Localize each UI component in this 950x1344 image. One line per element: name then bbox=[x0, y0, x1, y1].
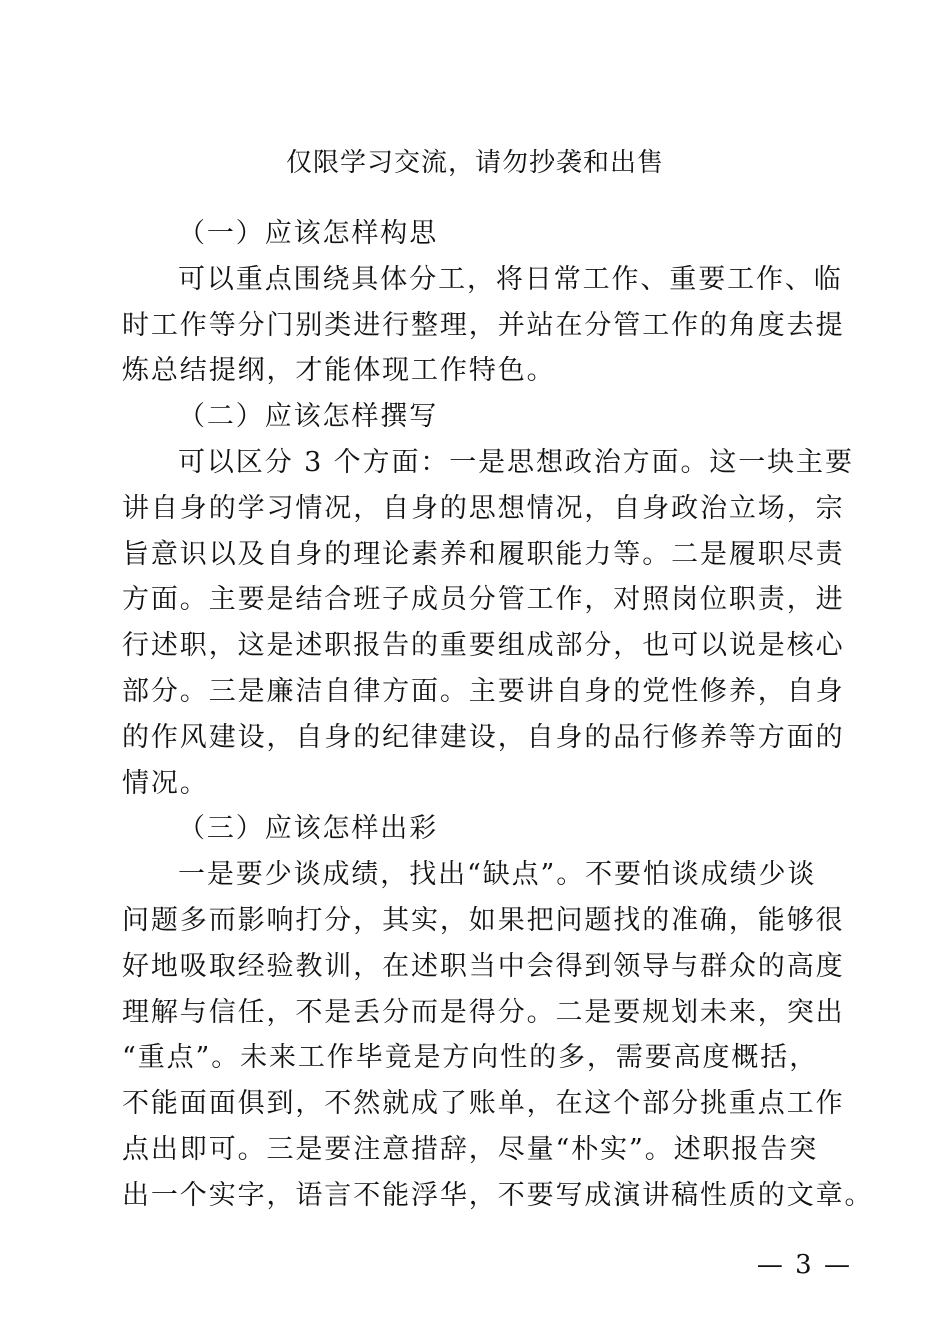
body-paragraph-2 bbox=[122, 440, 854, 806]
text-line: 点出即可。三是要注意措辞，尽量“朴实”。述职报告突 bbox=[122, 1133, 819, 1165]
text-line: 好地吸取经验教训，在述职当中会得到领导与群众的高度 bbox=[122, 950, 845, 982]
text-line: 炼总结提纲，才能体现工作特色。 bbox=[122, 355, 556, 387]
text-line: 旨意识以及自身的理论素养和履职能力等。二是履职尽责 bbox=[122, 538, 845, 570]
text-line: 不能面面俱到，不然就成了账单，在这个部分挑重点工作 bbox=[122, 1088, 845, 1120]
text-line: 讲自身的学习情况，自身的思想情况，自身政治立场，宗 bbox=[122, 492, 845, 524]
document-body bbox=[122, 211, 874, 1219]
text-line: 可以区分 3 个方面：一是思想政治方面。这一块主要 bbox=[178, 446, 854, 478]
text-line: 情况。 bbox=[122, 767, 209, 799]
section-heading-3 bbox=[122, 806, 772, 852]
text-line: （三）应该怎样出彩 bbox=[178, 813, 439, 845]
text-line: （一）应该怎样构思 bbox=[178, 218, 439, 249]
text-line: 理解与信任，不是丢分而是得分。二是要规划未来，突出 bbox=[122, 996, 845, 1028]
section-heading-2 bbox=[122, 394, 772, 440]
text-line: 的作风建设，自身的纪律建设，自身的品行修养等方面的 bbox=[122, 721, 845, 753]
section-heading-1 bbox=[122, 211, 772, 257]
text-line: 部分。三是廉洁自律方面。主要讲自身的党性修养，自身 bbox=[122, 675, 845, 707]
text-line: 一是要少谈成绩，找出“缺点”。不要怕谈成绩少谈 bbox=[178, 859, 817, 891]
text-line: “重点”。未来工作毕竟是方向性的多，需要高度概括， bbox=[122, 1042, 819, 1074]
body-paragraph-3 bbox=[122, 852, 874, 1218]
text-line: （二）应该怎样撰写 bbox=[178, 401, 439, 433]
text-line: 可以重点围绕具体分工，将日常工作、重要工作、临 bbox=[178, 263, 843, 295]
watermark-notice: 仅限学习交流，请勿抄袭和出售 bbox=[285, 148, 664, 178]
text-line: 问题多而影响打分，其实，如果把问题找的准确，能够很 bbox=[122, 904, 845, 936]
text-line: 行述职，这是述职报告的重要组成部分，也可以说是核心 bbox=[122, 630, 845, 662]
text-line: 方面。主要是结合班子成员分管工作，对照岗位职责，进 bbox=[122, 584, 845, 616]
body-paragraph-1 bbox=[122, 257, 845, 394]
text-line: 出一个实字，语言不能浮华，不要写成演讲稿性质的文章。 bbox=[122, 1179, 874, 1211]
text-line: 时工作等分门别类进行整理，并站在分管工作的角度去提 bbox=[122, 309, 845, 341]
page-number: — 3 — bbox=[756, 1250, 852, 1280]
